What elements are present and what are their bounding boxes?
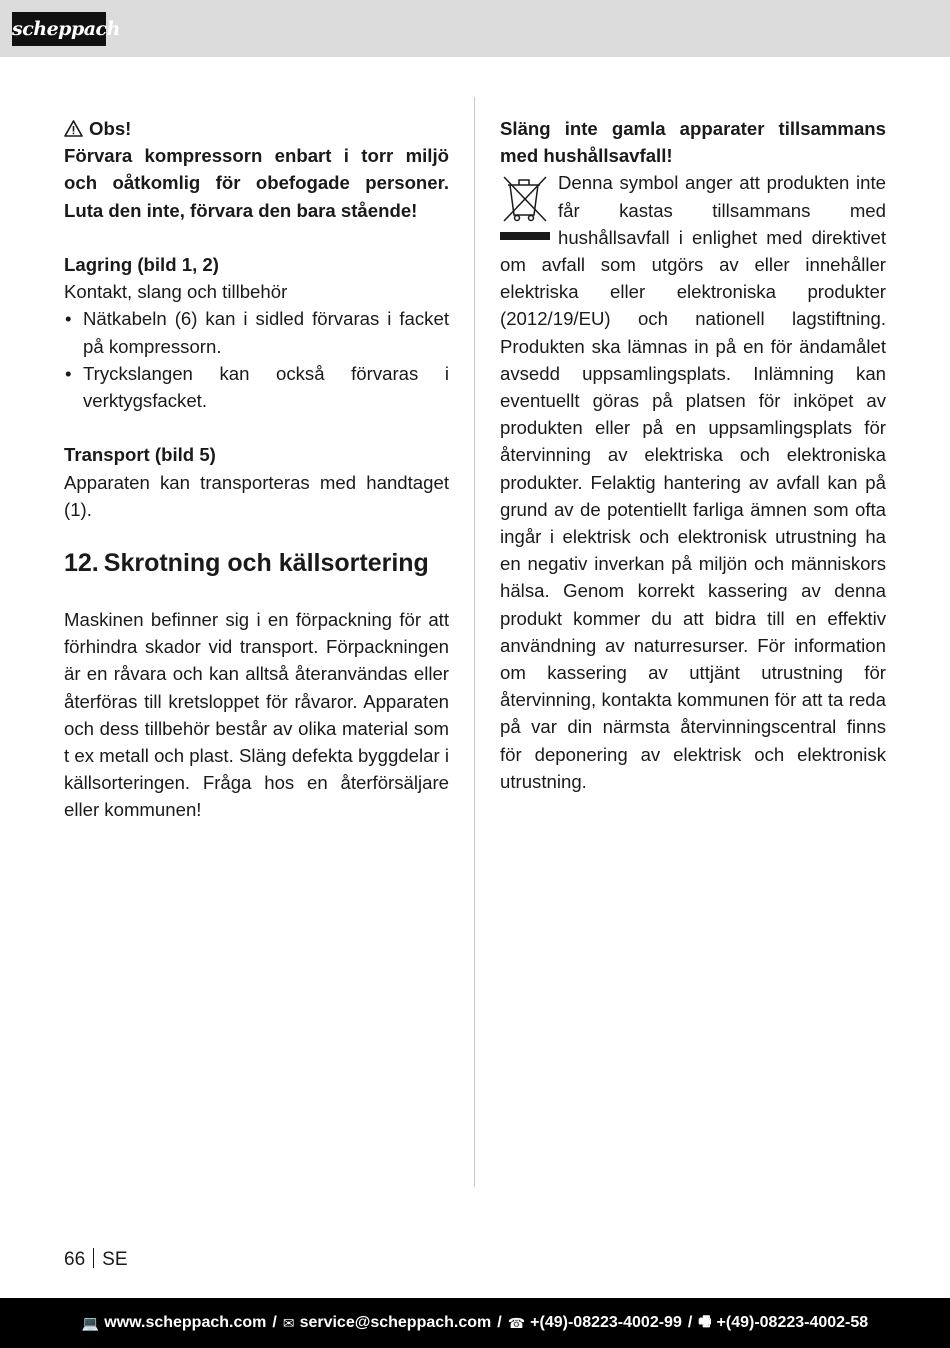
separator: / — [272, 1314, 277, 1331]
website-link[interactable]: www.scheppach.com — [104, 1314, 267, 1331]
language-code: SE — [102, 1249, 128, 1270]
separator: / — [497, 1314, 502, 1331]
transport-text: Apparaten kan transporteras med handtaget (1). — [64, 471, 449, 520]
storage-title: Lagring (bild 1, 2) — [64, 254, 219, 275]
section-heading — [64, 548, 449, 578]
contact-bar — [0, 1298, 950, 1348]
section-title: Skrotning och källsortering — [103, 549, 429, 578]
scheppach-logo: scheppach — [12, 12, 106, 46]
header-bar — [0, 0, 950, 57]
obs-text: Förvara kompressorn enbart i torr miljö och oåtkomlig för obefogade personer. Luta den inte, förvara den bara stående! — [64, 145, 449, 221]
transport-title: Transport (bild 5) — [64, 444, 216, 466]
phone-number: +(49)-08223-4002-99 — [530, 1314, 682, 1331]
separator: / — [687, 1314, 693, 1331]
column-divider — [474, 97, 475, 1187]
section-number: 12. — [64, 549, 99, 578]
storage-intro: Kontakt, slang och tillbehör — [64, 281, 288, 303]
page-footer — [64, 1247, 128, 1273]
fax-number: +(49)-08223-4002-58 — [716, 1314, 869, 1331]
right-column — [500, 115, 886, 795]
email-link[interactable]: service@scheppach.com — [299, 1314, 492, 1331]
left-column — [64, 115, 449, 824]
list-item: • Nätkabeln (6) kan i sidled förvaras i facket på kompressorn. — [64, 305, 449, 359]
list-item: • Tryckslangen kan också förvaras i verktygsfacket. — [64, 360, 449, 414]
disposal-text: Denna symbol anger att produkten inte får kastas tillsammans med hushållsavfall i enlighet med direktivet om avfall som utgörs av eller innehåller elektriska eller elektroniska produkter (2012/19/EU) och nationell lagstiftning. Produkten ska lämnas in på en för ändamålet avsedd uppsamlingsplats. Inlämning kan eventuellt göras på platsen för inköpet av produkten eller på en uppsamlingsplats för återvinning av elektriska och elektroniska produkter. Felaktig hantering av avfall kan på grund av de potentiellt farliga ämnen som ofta ingår i elektrisk och elektronisk utrustning ha en negativ inverkan på miljön och människors hälsa. Genom korrekt kassering av denna produkt kommer du att bidra till en effektiv användning av naturresurser. För information om kassering av uttjänt utrustning för återvinning, kontakta kommunen för att ta reda på var din närmsta återvinningscentral finns för deponering av elektrisk och elektronisk utrustning. — [500, 172, 886, 792]
page-number: 66 — [64, 1249, 86, 1270]
phone-icon: ☎ — [507, 1314, 526, 1331]
crossed-out-bin-icon — [500, 169, 552, 247]
mail-icon: ✉ — [282, 1314, 295, 1331]
fax-icon: 🖷 — [698, 1313, 712, 1329]
disposal-title: Släng inte gamla apparater tillsammans med hushållsavfall! — [500, 118, 886, 167]
section-text: Maskinen befinner sig i en förpackning för att förhindra skador vid transport. Förpackningen är en råvara och kan alltså återanvändas eller återföras till kretsloppet för råvaror. Apparaten och dess tillbehör består av olika material som t ex metall och plast. Släng defekta byggdelar i källsorteringen. Fråga hos en återförsäljare eller kommunen! — [64, 609, 449, 821]
obs-heading — [64, 115, 449, 142]
computer-icon: 💻 — [81, 1314, 100, 1331]
obs-title: Obs! — [89, 118, 132, 139]
warning-icon — [64, 120, 83, 137]
storage-list — [64, 305, 449, 414]
footer-divider — [93, 1248, 94, 1268]
